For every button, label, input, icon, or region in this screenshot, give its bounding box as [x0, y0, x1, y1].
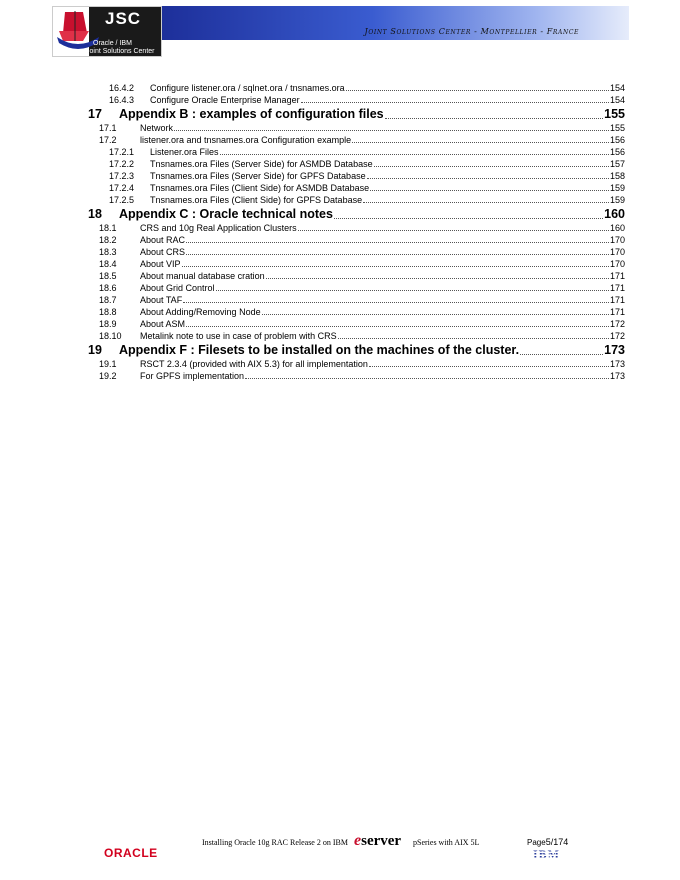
banner-text: Joint Solutions Center - Montpellier - France	[364, 27, 579, 36]
toc-entry-page: 154	[609, 95, 625, 105]
toc-leader-dots	[182, 266, 609, 267]
toc-entry-title: Configure Oracle Enterprise Manager	[150, 95, 300, 105]
toc-leader-dots	[370, 190, 609, 191]
toc-entry[interactable]	[88, 246, 625, 258]
toc-entry[interactable]	[88, 122, 625, 134]
toc-leader-dots	[369, 366, 609, 367]
toc-entry-title: RSCT 2.3.4 (provided with AIX 5.3) for all implementation	[140, 359, 368, 369]
toc-leader-dots	[367, 178, 609, 179]
toc-entry-title: About Grid Control	[140, 283, 215, 293]
toc-entry[interactable]	[88, 306, 625, 318]
toc-entry[interactable]	[88, 370, 625, 382]
toc-entry-number: 18.5	[99, 271, 117, 281]
toc-leader-dots	[334, 218, 603, 219]
toc-entry[interactable]	[88, 258, 625, 270]
toc-entry-title: About Adding/Removing Node	[140, 307, 261, 317]
toc-entry-number: 17.1	[99, 123, 117, 133]
toc-entry-number: 18.7	[99, 295, 117, 305]
toc-entry-number: 18.10	[99, 331, 122, 341]
toc-entry-title: Metalink note to use in case of problem with CRS	[140, 331, 337, 341]
toc-entry[interactable]	[88, 270, 625, 282]
oracle-logo: ORACLE	[104, 846, 158, 860]
toc-leader-dots	[298, 230, 609, 231]
eserver-word: server	[361, 833, 402, 849]
toc-entry-number: 18.2	[99, 235, 117, 245]
toc-leader-dots	[266, 278, 609, 279]
toc-leader-dots	[186, 242, 609, 243]
toc-entry-page: 171	[609, 295, 625, 305]
toc-entry-number: 18.1	[99, 223, 117, 233]
ibm-logo: IBM	[533, 847, 560, 861]
toc-entry-title: CRS and 10g Real Application Clusters	[140, 223, 297, 233]
toc-entry-title: Listener.ora Files	[150, 147, 219, 157]
toc-leader-dots	[352, 142, 609, 143]
toc-leader-dots	[346, 90, 609, 91]
toc-entry-page: 173	[604, 343, 625, 357]
toc-entry-number: 17.2.4	[109, 183, 135, 193]
toc-entry-page: 172	[609, 331, 625, 341]
toc-leader-dots	[216, 290, 609, 291]
toc-entry-page: 171	[609, 307, 625, 317]
page-total: /174	[550, 837, 569, 847]
toc-leader-dots	[262, 314, 609, 315]
toc-entry[interactable]	[88, 282, 625, 294]
toc-entry-page: 173	[609, 371, 625, 381]
toc-entry-title: Tnsnames.ora Files (Server Side) for ASMDB Database	[150, 159, 373, 169]
toc-entry-page: 160	[604, 207, 625, 221]
toc-leader-dots	[186, 254, 609, 255]
toc-entry-number: 17.2.5	[109, 195, 135, 205]
toc-entry-number: 17	[88, 107, 102, 121]
toc-entry-page: 155	[609, 123, 625, 133]
toc-entry-number: 16.4.3	[109, 95, 135, 105]
toc-entry-number: 18.4	[99, 259, 117, 269]
toc-entry-title: Tnsnames.ora Files (Client Side) for ASMDB Database	[150, 183, 370, 193]
toc-leader-dots	[183, 302, 609, 303]
toc-entry-page: 159	[609, 195, 625, 205]
toc-entry-page: 160	[609, 223, 625, 233]
toc-entry[interactable]	[88, 158, 625, 170]
toc-entry-title: About CRS	[140, 247, 186, 257]
toc-entry-number: 18.6	[99, 283, 117, 293]
toc-leader-dots	[301, 102, 609, 103]
toc-entry-page: 170	[609, 247, 625, 257]
toc-entry[interactable]	[88, 294, 625, 306]
toc-entry-title: Appendix C : Oracle technical notes	[119, 207, 333, 221]
toc-entry-number: 18.3	[99, 247, 117, 257]
toc-leader-dots	[374, 166, 609, 167]
toc-entry-page: 170	[609, 235, 625, 245]
toc-entry-title: About ASM	[140, 319, 186, 329]
toc-entry-number: 18	[88, 207, 102, 221]
toc-leader-dots	[363, 202, 609, 203]
toc-entry-number: 18.9	[99, 319, 117, 329]
toc-entry-page: 155	[604, 107, 625, 121]
toc-entry-title: About manual database cration	[140, 271, 265, 281]
toc-entry-title: About VIP	[140, 259, 181, 269]
toc-entry[interactable]	[88, 182, 625, 194]
logo-title: JSC	[105, 9, 142, 28]
toc-leader-dots	[385, 118, 604, 119]
toc-entry-page: 158	[609, 171, 625, 181]
page-label: Page	[527, 838, 546, 847]
toc-leader-dots	[186, 326, 609, 327]
toc-entry[interactable]	[88, 146, 625, 158]
toc-entry-title: About RAC	[140, 235, 186, 245]
toc-entry-title: About TAF	[140, 295, 183, 305]
toc-leader-dots	[245, 378, 609, 379]
toc-entry-title: For GPFS implementation	[140, 371, 245, 381]
toc-entry-number: 19.2	[99, 371, 117, 381]
toc-entry[interactable]	[88, 106, 625, 122]
toc-entry[interactable]	[88, 170, 625, 182]
toc-entry-number: 19.1	[99, 359, 117, 369]
toc-entry-page: 156	[609, 147, 625, 157]
toc-entry-number: 18.8	[99, 307, 117, 317]
toc-entry-page: 170	[609, 259, 625, 269]
toc-entry[interactable]	[88, 318, 625, 330]
toc-leader-dots	[520, 354, 603, 355]
toc-entry[interactable]	[88, 94, 625, 106]
toc-entry-title: listener.ora and tnsnames.ora Configuration example	[140, 135, 352, 145]
toc-entry-number: 16.4.2	[109, 83, 135, 93]
toc-entry-title: Configure listener.ora / sqlnet.ora / tnsnames.ora	[150, 83, 345, 93]
toc-entry[interactable]	[88, 82, 625, 94]
toc-entry-number: 17.2.2	[109, 159, 135, 169]
page-current: 5	[545, 837, 551, 847]
jsc-logo	[52, 6, 162, 57]
toc-entry-page: 171	[609, 271, 625, 281]
toc-entry-title: Appendix B : examples of configuration files	[119, 107, 384, 121]
toc-leader-dots	[220, 154, 609, 155]
footer-document-title: Installing Oracle 10g RAC Release 2 on IBM	[202, 838, 348, 847]
toc-entry[interactable]	[88, 206, 625, 222]
toc-entry[interactable]	[88, 222, 625, 234]
toc-entry-number: 19	[88, 343, 102, 357]
toc-entry-number: 17.2.1	[109, 147, 135, 157]
toc-entry[interactable]	[88, 358, 625, 370]
footer-platform-text: pSeries with AIX 5L	[413, 838, 480, 847]
toc-entry-page: 156	[609, 135, 625, 145]
toc-leader-dots	[338, 338, 609, 339]
toc-entry-title: Tnsnames.ora Files (Server Side) for GPFS Database	[150, 171, 366, 181]
toc-entry[interactable]	[88, 234, 625, 246]
page-number	[527, 837, 568, 847]
toc-entry-title: Appendix F : Filesets to be installed on the machines of the cluster.	[119, 343, 520, 357]
toc-entry[interactable]	[88, 342, 625, 358]
logo-subtitle-1: Oracle / IBM	[93, 40, 132, 47]
toc-entry-page: 172	[609, 319, 625, 329]
eserver-logo	[354, 832, 401, 850]
toc-entry[interactable]	[88, 194, 625, 206]
toc-entry-page: 157	[609, 159, 625, 169]
toc-entry-number: 17.2.3	[109, 171, 135, 181]
page-header	[52, 6, 629, 57]
toc-entry-title: Network	[140, 123, 174, 133]
toc-entry-page: 154	[609, 83, 625, 93]
toc-entry-page: 159	[609, 183, 625, 193]
logo-subtitle-2: Joint Solutions Center	[86, 48, 155, 55]
toc-entry-page: 173	[609, 359, 625, 369]
table-of-contents	[88, 82, 625, 382]
toc-entry[interactable]	[88, 134, 625, 146]
toc-entry[interactable]	[88, 330, 625, 342]
toc-entry-number: 17.2	[99, 135, 117, 145]
toc-entry-title: Tnsnames.ora Files (Client Side) for GPFS Database	[150, 195, 363, 205]
toc-entry-page: 171	[609, 283, 625, 293]
eserver-e-icon: e	[354, 832, 362, 849]
toc-leader-dots	[174, 130, 609, 131]
